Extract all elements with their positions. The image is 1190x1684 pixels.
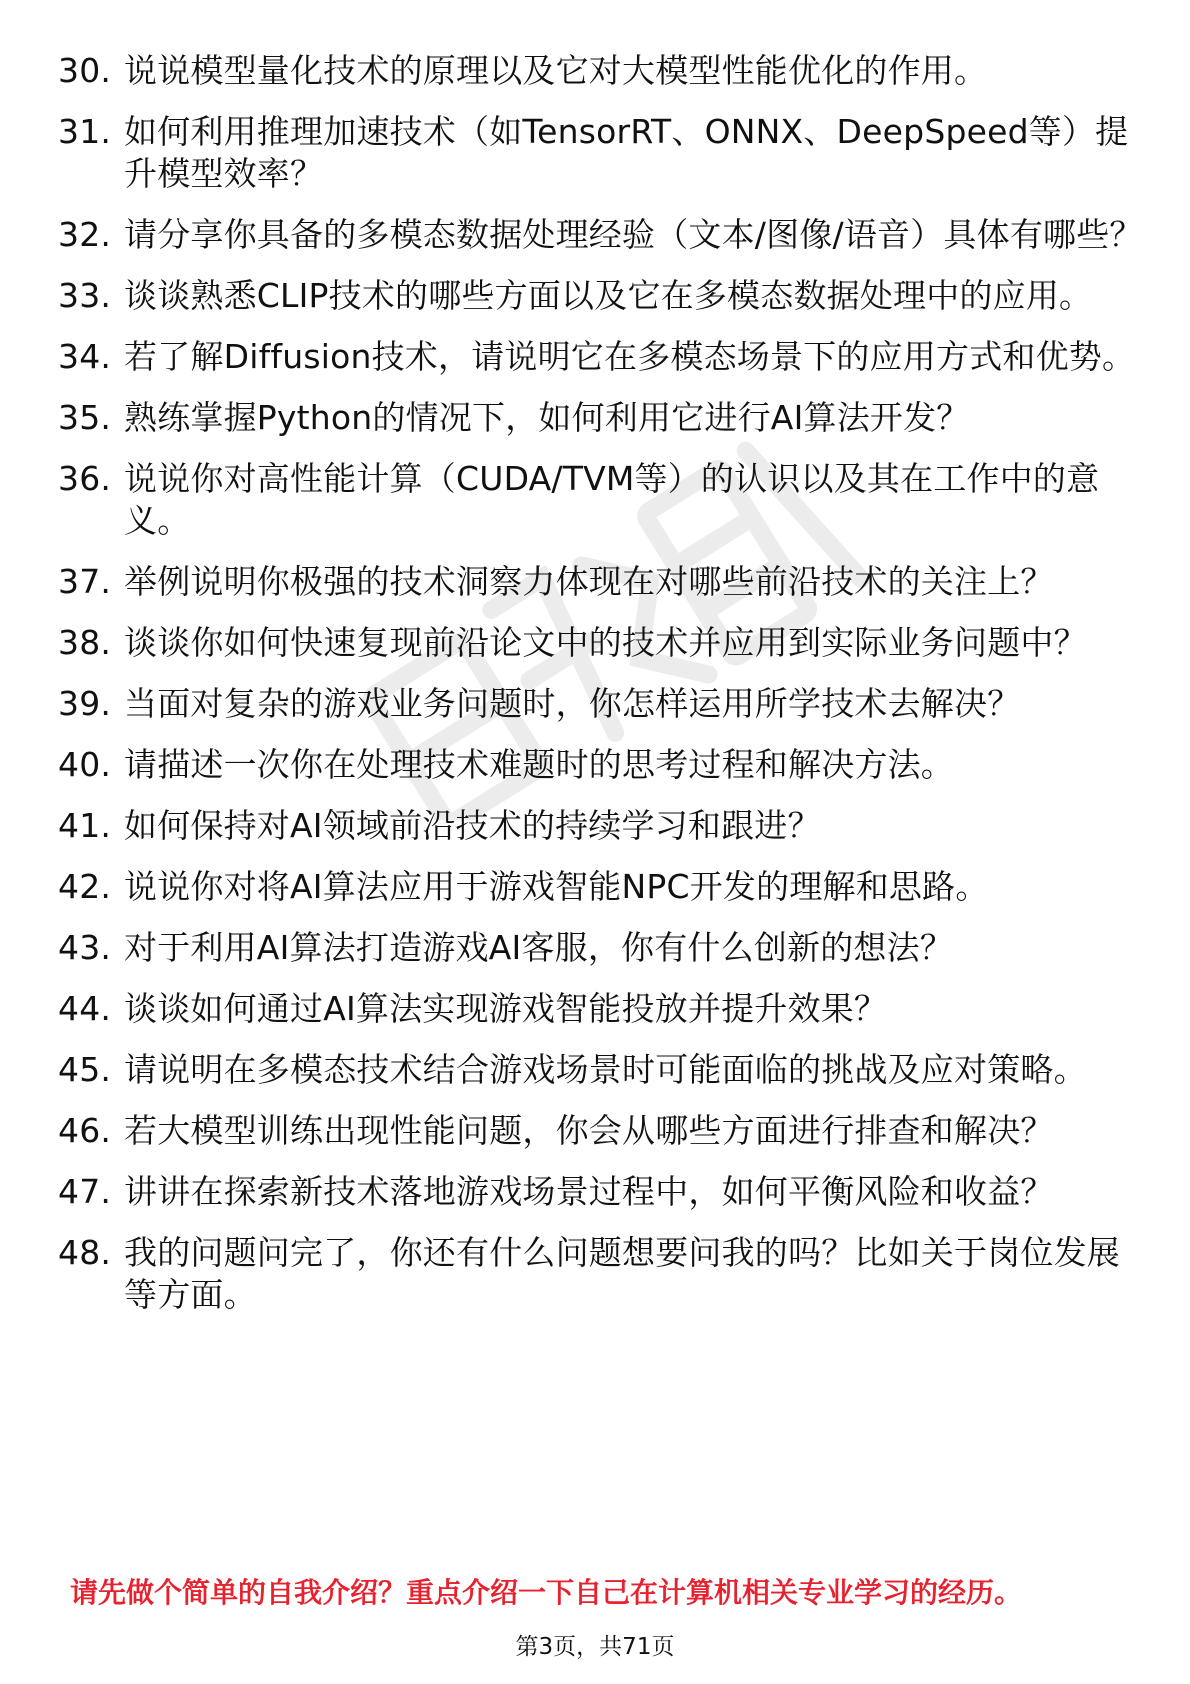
question-number: 35. bbox=[58, 398, 112, 437]
question-item bbox=[58, 866, 1148, 908]
question-item bbox=[58, 214, 1148, 256]
question-number: 47. bbox=[58, 1172, 112, 1211]
question-number: 48. bbox=[58, 1233, 112, 1272]
question-number: 34. bbox=[58, 337, 112, 376]
highlighted-question: 请先做个简单的自我介绍？重点介绍一下自己在计算机相关专业学习的经历。 bbox=[70, 1576, 1023, 1609]
question-number: 32. bbox=[58, 215, 112, 254]
question-text: 谈谈熟悉CLIP技术的哪些方面以及它在多模态数据处理中的应用。 bbox=[124, 276, 1093, 315]
question-item bbox=[58, 111, 1148, 195]
question-text: 对于利用AI算法打造游戏AI客服，你有什么创新的想法？ bbox=[124, 928, 954, 967]
question-item bbox=[58, 1049, 1148, 1091]
question-number: 40. bbox=[58, 745, 112, 784]
question-number: 38. bbox=[58, 623, 112, 662]
question-text: 当面对复杂的游戏业务问题时，你怎样运用所学技术去解决？ bbox=[124, 684, 1021, 723]
question-text: 谈谈你如何快速复现前沿论文中的技术并应用到实际业务问题中？ bbox=[124, 623, 1087, 662]
question-item bbox=[58, 683, 1148, 725]
question-number: 37. bbox=[58, 562, 112, 601]
question-item bbox=[58, 275, 1148, 317]
question-number: 42. bbox=[58, 867, 112, 906]
question-item bbox=[58, 805, 1148, 847]
question-item bbox=[58, 397, 1148, 439]
question-text: 若了解Diffusion技术，请说明它在多模态场景下的应用方式和优势。 bbox=[124, 337, 1136, 376]
question-item bbox=[58, 1110, 1148, 1152]
question-number: 43. bbox=[58, 928, 112, 967]
question-text: 若大模型训练出现性能问题，你会从哪些方面进行排查和解决？ bbox=[124, 1111, 1054, 1150]
question-text: 举例说明你极强的技术洞察力体现在对哪些前沿技术的关注上？ bbox=[124, 562, 1054, 601]
question-text: 请描述一次你在处理技术难题时的思考过程和解决方法。 bbox=[124, 745, 954, 784]
page-number: 第3页，共71页 bbox=[515, 1634, 675, 1660]
question-item bbox=[58, 988, 1148, 1030]
question-number: 39. bbox=[58, 684, 112, 723]
question-number: 41. bbox=[58, 806, 112, 845]
question-text: 请分享你具备的多模态数据处理经验（文本/图像/语音）具体有哪些？ bbox=[124, 215, 1143, 254]
question-text: 说说你对将AI算法应用于游戏智能NPC开发的理解和思路。 bbox=[124, 867, 989, 906]
question-item bbox=[58, 336, 1148, 378]
question-number: 45. bbox=[58, 1050, 112, 1089]
question-text: 谈谈如何通过AI算法实现游戏智能投放并提升效果？ bbox=[124, 989, 888, 1028]
question-item bbox=[58, 458, 1148, 542]
question-text: 请说明在多模态技术结合游戏场景时可能面临的挑战及应对策略。 bbox=[124, 1050, 1087, 1089]
question-text: 我的问题问完了，你还有什么问题想要问我的吗？比如关于岗位发展等方面。 bbox=[124, 1233, 1120, 1314]
question-number: 36. bbox=[58, 459, 112, 498]
question-text: 讲讲在探索新技术落地游戏场景过程中，如何平衡风险和收益？ bbox=[124, 1172, 1054, 1211]
question-item bbox=[58, 1232, 1148, 1316]
question-item bbox=[58, 561, 1148, 603]
question-text: 如何保持对AI领域前沿技术的持续学习和跟进？ bbox=[124, 806, 821, 845]
question-number: 33. bbox=[58, 276, 112, 315]
question-number: 44. bbox=[58, 989, 112, 1028]
question-number: 46. bbox=[58, 1111, 112, 1150]
question-item bbox=[58, 927, 1148, 969]
question-number: 30. bbox=[58, 51, 112, 90]
question-text: 说说你对高性能计算（CUDA/TVM等）的认识以及其在工作中的意义。 bbox=[124, 459, 1100, 540]
question-item bbox=[58, 1171, 1148, 1213]
question-text: 如何利用推理加速技术（如TensorRT、ONNX、DeepSpeed等）提升模型效率？ bbox=[124, 112, 1129, 193]
question-list bbox=[58, 50, 1148, 1335]
question-item bbox=[58, 622, 1148, 664]
question-item bbox=[58, 50, 1148, 92]
question-text: 说说模型量化技术的原理以及它对大模型性能优化的作用。 bbox=[124, 51, 988, 90]
question-number: 31. bbox=[58, 112, 112, 151]
question-item bbox=[58, 744, 1148, 786]
question-text: 熟练掌握Python的情况下，如何利用它进行AI算法开发？ bbox=[124, 398, 970, 437]
